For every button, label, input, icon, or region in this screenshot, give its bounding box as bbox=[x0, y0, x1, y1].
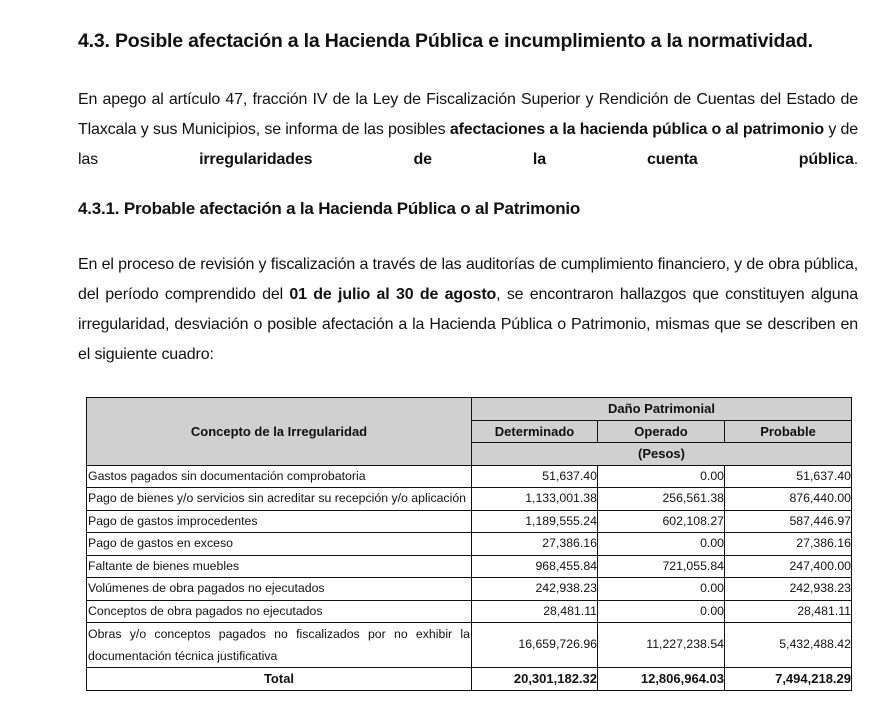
header-operado: Operado bbox=[598, 420, 725, 443]
body-text-2: , se encontraron hallazgos que constituyen alguna irregularidad, desviación o posible afectación a la Hacienda Pública o Patrimonio, mismas que se describen en el siguiente cuadro: bbox=[78, 286, 858, 363]
row-probable: 28,481.11 bbox=[725, 600, 852, 623]
total-label: Total bbox=[87, 668, 472, 691]
header-units: (Pesos) bbox=[472, 443, 852, 466]
section-heading: 4.3. Posible afectación a la Hacienda Pública e incumplimiento a la normatividad. bbox=[78, 30, 813, 52]
total-probable: 7,494,218.29 bbox=[725, 668, 852, 691]
row-concept: Gastos pagados sin documentación comprobatoria bbox=[87, 465, 472, 488]
header-concept: Concepto de la Irregularidad bbox=[87, 398, 472, 466]
row-probable: 242,938.23 bbox=[725, 578, 852, 601]
body-text-1: En el proceso de revisión y fiscalización a través de las auditorías de cumplimiento financiero, y de obra pública, del período comprendido del bbox=[78, 256, 858, 303]
table-row bbox=[87, 600, 852, 623]
intro-bold-1: afectaciones a la hacienda pública o al patrimonio bbox=[449, 121, 824, 138]
row-concept: Volúmenes de obra pagados no ejecutados bbox=[87, 578, 472, 601]
header-determinado: Determinado bbox=[472, 420, 598, 443]
row-determinado: 968,455.84 bbox=[472, 555, 598, 578]
table-row bbox=[87, 623, 852, 668]
intro-text-2: y de las bbox=[78, 121, 858, 168]
intro-text-3: . bbox=[853, 151, 858, 168]
row-operado: 0.00 bbox=[598, 578, 725, 601]
section-intro-paragraph bbox=[78, 85, 858, 175]
table-row bbox=[87, 510, 852, 533]
row-determinado: 1,133,001.38 bbox=[472, 488, 598, 511]
table-row bbox=[87, 465, 852, 488]
row-probable: 27,386.16 bbox=[725, 533, 852, 556]
row-concept: Faltante de bienes muebles bbox=[87, 555, 472, 578]
row-operado: 0.00 bbox=[598, 533, 725, 556]
row-concept: Pago de gastos improcedentes bbox=[87, 510, 472, 533]
row-concept: Conceptos de obra pagados no ejecutados bbox=[87, 600, 472, 623]
row-determinado: 28,481.11 bbox=[472, 600, 598, 623]
irregularities-table bbox=[86, 397, 852, 691]
row-concept: Pago de gastos en exceso bbox=[87, 533, 472, 556]
row-determinado: 1,189,555.24 bbox=[472, 510, 598, 533]
row-operado: 256,561.38 bbox=[598, 488, 725, 511]
table-row bbox=[87, 555, 852, 578]
header-probable: Probable bbox=[725, 420, 852, 443]
table-row bbox=[87, 488, 852, 511]
row-concept: Obras y/o conceptos pagados no fiscalizados por no exhibir la documentación técnica justificativa bbox=[87, 623, 472, 668]
row-probable: 247,400.00 bbox=[725, 555, 852, 578]
total-determinado: 20,301,182.32 bbox=[472, 668, 598, 691]
intro-text-1: En apego al artículo 47, fracción IV de la Ley de Fiscalización Superior y Rendición de Cuentas del Estado de Tlaxcala y sus Municipios, se informa de las posibles bbox=[78, 91, 858, 138]
intro-bold-2: irregularidades de la cuenta pública bbox=[199, 151, 854, 168]
row-operado: 11,227,238.54 bbox=[598, 623, 725, 668]
row-operado: 0.00 bbox=[598, 600, 725, 623]
row-determinado: 16,659,726.96 bbox=[472, 623, 598, 668]
row-probable: 5,432,488.42 bbox=[725, 623, 852, 668]
table-total-row bbox=[87, 668, 852, 691]
table-row bbox=[87, 578, 852, 601]
table-row bbox=[87, 533, 852, 556]
row-operado: 721,055.84 bbox=[598, 555, 725, 578]
row-probable: 587,446.97 bbox=[725, 510, 852, 533]
row-operado: 602,108.27 bbox=[598, 510, 725, 533]
row-probable: 876,440.00 bbox=[725, 488, 852, 511]
total-operado: 12,806,964.03 bbox=[598, 668, 725, 691]
row-operado: 0.00 bbox=[598, 465, 725, 488]
subsection-heading: 4.3.1. Probable afectación a la Hacienda Pública o al Patrimonio bbox=[78, 199, 581, 218]
subsection-body-paragraph bbox=[78, 250, 858, 370]
row-concept: Pago de bienes y/o servicios sin acreditar su recepción y/o aplicación bbox=[87, 488, 472, 511]
header-dano-patrimonial: Daño Patrimonial bbox=[472, 398, 852, 421]
row-determinado: 242,938.23 bbox=[472, 578, 598, 601]
row-determinado: 27,386.16 bbox=[472, 533, 598, 556]
row-determinado: 51,637.40 bbox=[472, 465, 598, 488]
body-bold-period: 01 de julio al 30 de agosto bbox=[289, 286, 497, 303]
row-probable: 51,637.40 bbox=[725, 465, 852, 488]
